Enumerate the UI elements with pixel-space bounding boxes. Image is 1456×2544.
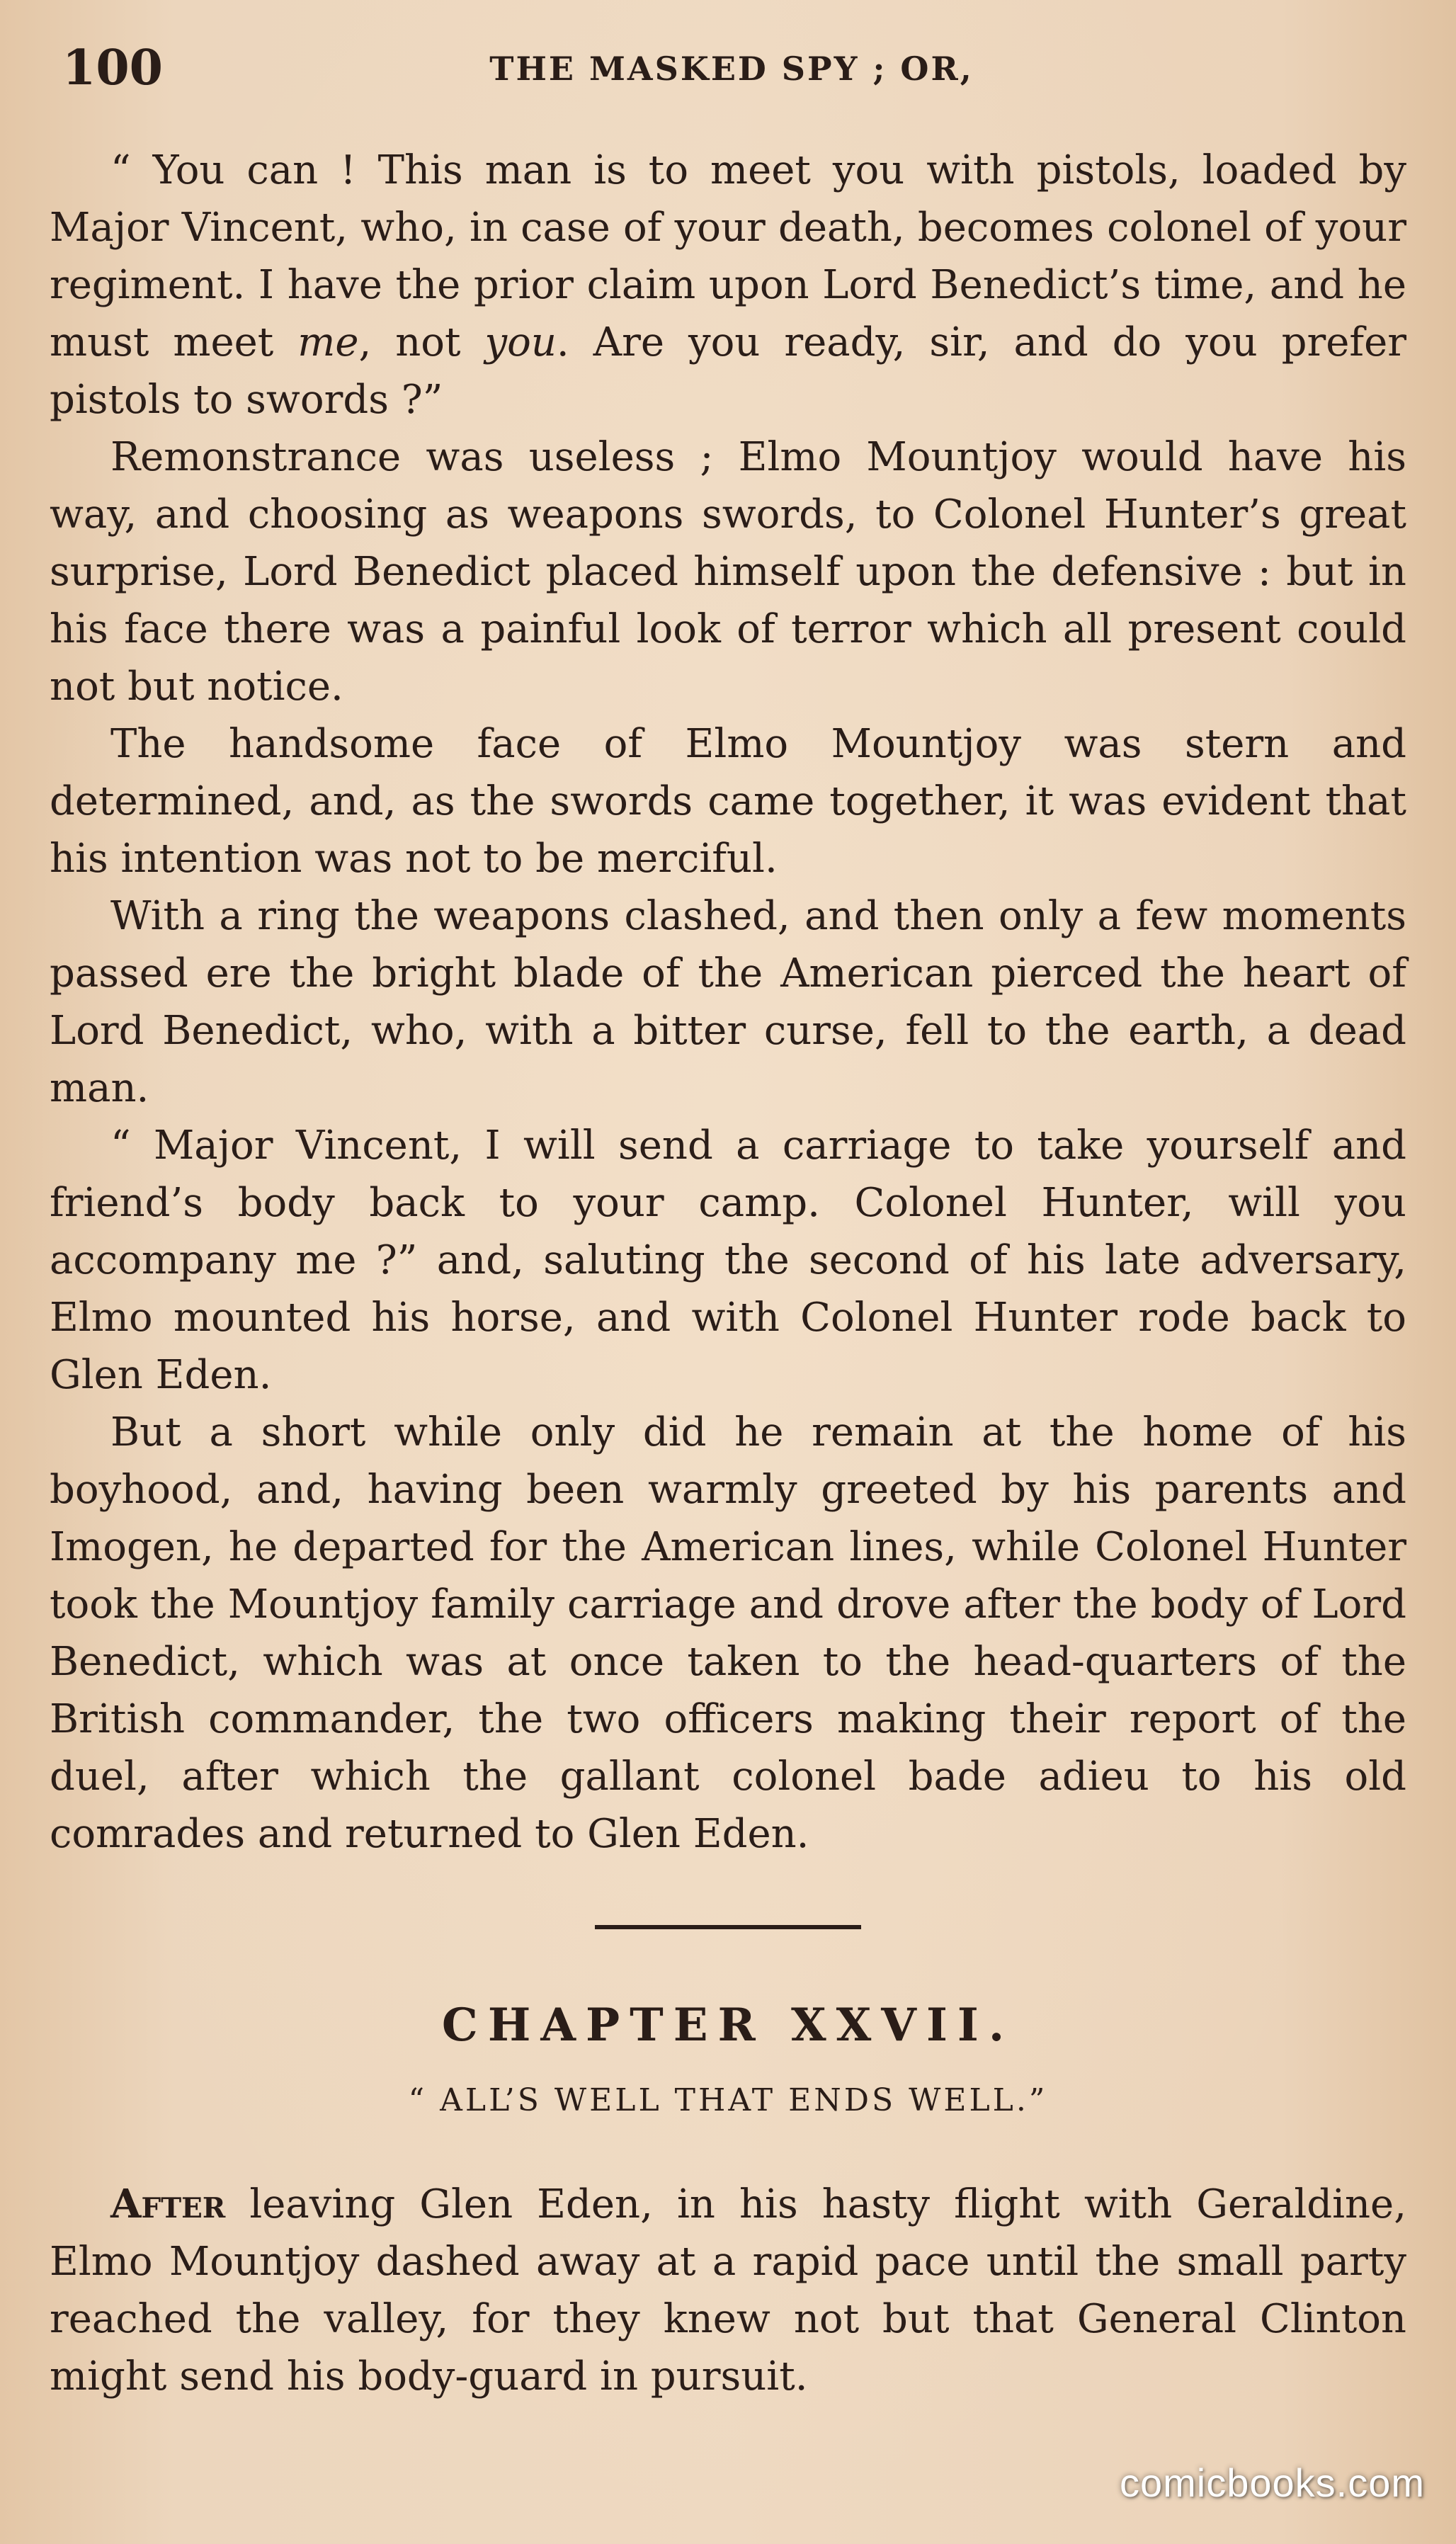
paragraph-1-text-2: , not [358,319,485,365]
paragraph-1-emphasis-me: me [297,319,359,365]
chapter-lead-word: After [110,2181,226,2227]
paragraph-6: But a short while only did he remain at the home of his boyhood, and, having been warmly greeted by his parents and Imogen, he departed for the American lines, while Colonel Hunter took the Mountjoy family carriage and drove after the body of Lord Benedict, which was at once taken to the head-quarters of the British commander, the two officers making their report of the duel, after which the gallant colonel bade adieu to his old comrades and returned to Glen Eden. [50,1409,1406,1857]
paragraph-4: With a ring the weapons clashed, and then only a few moments passed ere the bright blade of the American pierced the heart of Lord Benedict, who, with a bitter curse, fell to the earth, a dead man. [50,893,1406,1111]
section-divider [595,1925,861,1929]
page-number: 100 [62,40,163,96]
chapter-first-paragraph [50,2176,1406,2405]
paragraph-3: The handsome face of Elmo Mountjoy was stern and determined, and, as the swords came together, it was evident that his intention was not to be merciful. [50,721,1406,882]
paragraph-1-emphasis-you: you [484,319,557,365]
page-body [50,142,1406,2405]
running-head: THE MASKED SPY ; OR, [489,50,974,88]
page-header [57,40,1406,96]
paragraph-5: “ Major Vincent, I will send a carriage to take yourself and friend’s body back to your camp. Colonel Hunter, will you accompany me ?” and, saluting the second of his late adversary, Elmo mounted his horse, and with Colonel Hunter rode back to Glen Eden. [50,1123,1406,1398]
paragraph-1 [50,142,1406,428]
paragraph-1-text-3: . Are you ready, sir, and do you prefer pistols to swords ?” [50,319,1406,423]
watermark: comicbooks.com [1119,2460,1425,2505]
paragraph-2: Remonstrance was useless ; Elmo Mountjoy would have his way, and choosing as weapons swords, to Colonel Hunter’s great surprise, Lord Benedict placed himself upon the defensive : but in his face there was a painful look of terror which all present could not but notice. [50,434,1406,710]
chapter-title: CHAPTER XXVII. [441,1999,1015,2052]
paragraph-1-text-1: “ You can ! This man is to meet you with pistols, loaded by Major Vincent, who, in case of your death, becomes colonel of your regiment. I have the prior claim upon Lord Benedict’s time, and he must meet [50,147,1406,365]
chapter-subtitle: “ ALL’S WELL THAT ENDS WELL.” [408,2082,1048,2118]
chapter-first-paragraph-text: leaving Glen Eden, in his hasty flight with Geraldine, Elmo Mountjoy dashed away at a rapid pace until the small party reached the valley, for they knew not but that General Clinton might send his body-guard in pursuit. [50,2181,1406,2400]
